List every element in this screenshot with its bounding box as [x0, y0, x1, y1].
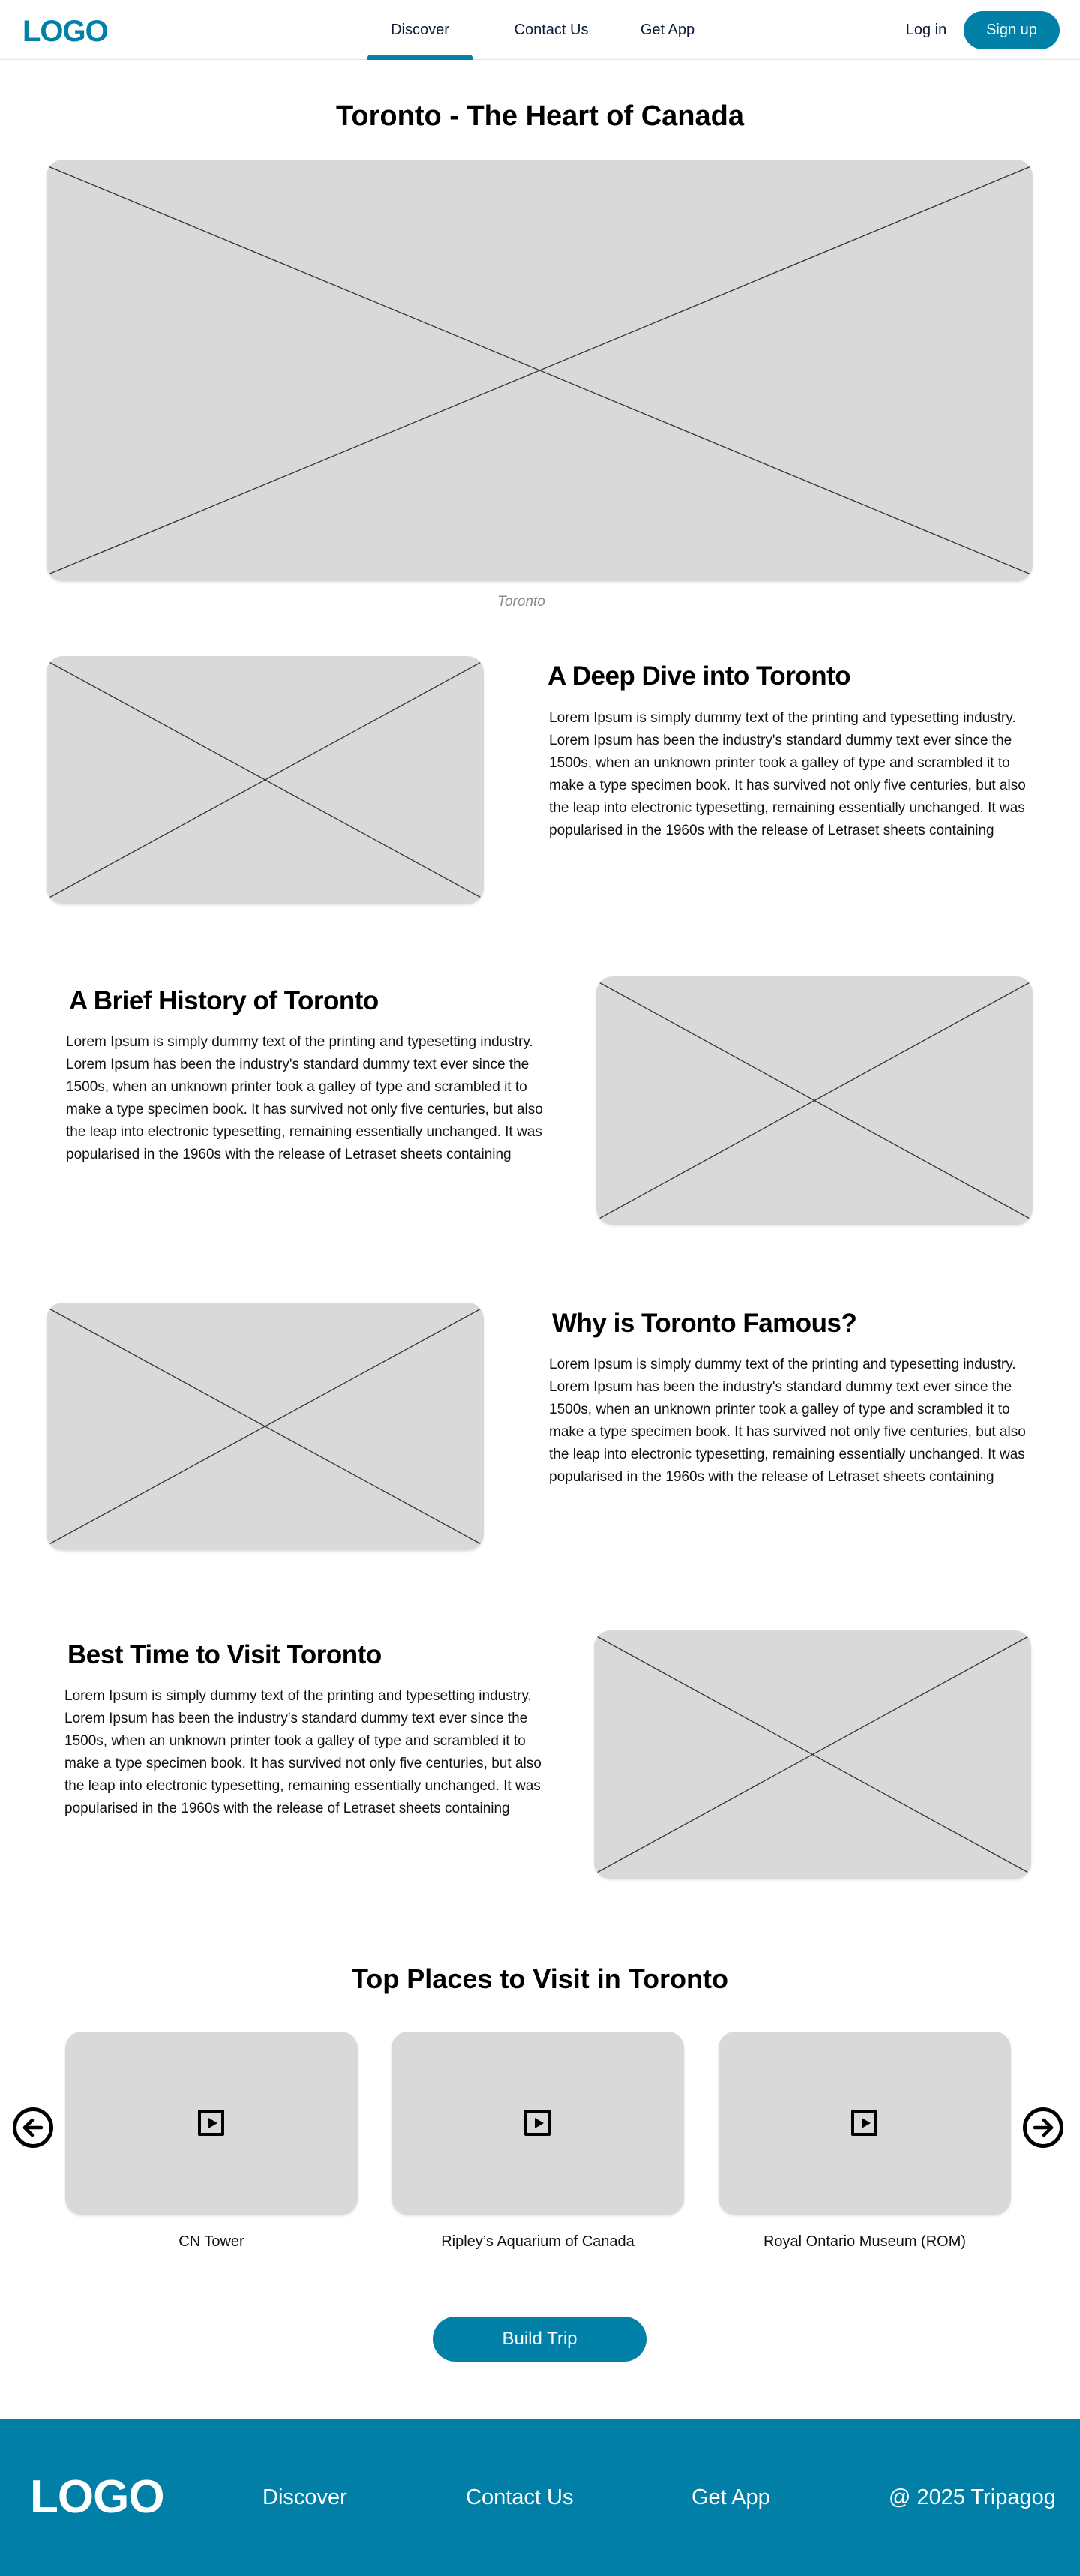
place-card-label[interactable]: Ripley’s Aquarium of Canada [441, 2233, 634, 2250]
footer-copyright: @ 2025 Tripagog [889, 2485, 1056, 2509]
footer-logo[interactable]: LOGO [30, 2471, 164, 2523]
login-link[interactable]: Log in [905, 21, 947, 38]
arrow-left-icon [16, 2111, 50, 2144]
build-trip-button[interactable]: Build Trip [433, 2317, 646, 2362]
section-heading: A Brief History of Toronto [69, 986, 379, 1015]
carousel-next-button[interactable] [1023, 2107, 1064, 2148]
image-placeholder-cross-icon [594, 1630, 1031, 1879]
section-heading: Why is Toronto Famous? [552, 1309, 857, 1338]
nav-links [368, 0, 716, 60]
hero-image-placeholder [46, 160, 1033, 581]
play-icon[interactable] [198, 2110, 224, 2136]
image-placeholder-cross-icon [46, 160, 1033, 581]
top-nav [0, 0, 1080, 60]
section-paragraph: Lorem Ipsum is simply dummy text of the printing and typesetting industry. Lorem Ipsum has been the industry's standard dummy text ever since the 1500s, when an unknown printer took a galley of type and scrambled it to make a type specimen book. It has survived not only five centuries, but also the leap into electronic typesetting, remaining essentially unchanged. It was popularised in the 1960s with the release of Letraset sheets containing [549, 1357, 1026, 1485]
section-image-placeholder [46, 1303, 484, 1550]
section-image-placeholder [594, 1630, 1031, 1879]
nav-link-get-app[interactable]: Get App [640, 21, 695, 38]
image-placeholder-cross-icon [596, 976, 1033, 1225]
footer-link-contact-us[interactable]: Contact Us [466, 2485, 574, 2509]
section-paragraph: Lorem Ipsum is simply dummy text of the printing and typesetting industry. Lorem Ipsum has been the industry's standard dummy text ever since the 1500s, when an unknown printer took a galley of type and scrambled it to make a type specimen book. It has survived not only five centuries, but also the leap into electronic typesetting, remaining essentially unchanged. It was popularised in the 1960s with the release of Letraset sheets containing [64, 1688, 542, 1816]
nav-link-contact-us[interactable]: Contact Us [514, 21, 589, 38]
footer-link-get-app[interactable]: Get App [692, 2485, 770, 2509]
section-paragraph: Lorem Ipsum is simply dummy text of the printing and typesetting industry. Lorem Ipsum has been the industry's standard dummy text ever since the 1500s, when an unknown printer took a galley of type and scrambled it to make a type specimen book. It has survived not only five centuries, but also the leap into electronic typesetting, remaining essentially unchanged. It was popularised in the 1960s with the release of Letraset sheets containing [549, 710, 1026, 838]
section-image-placeholder [46, 656, 484, 904]
section-paragraph: Lorem Ipsum is simply dummy text of the printing and typesetting industry. Lorem Ipsum has been the industry's standard dummy text ever since the 1500s, when an unknown printer took a galley of type and scrambled it to make a type specimen book. It has survived not only five centuries, but also the leap into electronic typesetting, remaining essentially unchanged. It was popularised in the 1960s with the release of Letraset sheets containing [66, 1034, 543, 1162]
play-icon[interactable] [851, 2110, 878, 2136]
places-title: Top Places to Visit in Toronto [351, 1963, 729, 1994]
section-image-placeholder [596, 976, 1033, 1225]
logo[interactable]: LOGO [22, 15, 108, 48]
signup-button[interactable]: Sign up [964, 11, 1060, 49]
carousel-prev-button[interactable] [13, 2107, 53, 2148]
section-heading: Best Time to Visit Toronto [68, 1640, 382, 1669]
nav-link-discover[interactable]: Discover [368, 0, 472, 60]
footer-link-discover[interactable]: Discover [262, 2485, 347, 2509]
section-heading: A Deep Dive into Toronto [548, 661, 851, 691]
page-title: Toronto - The Heart of Canada [336, 100, 744, 132]
image-placeholder-cross-icon [46, 1303, 484, 1550]
place-card-rom[interactable] [718, 2032, 1011, 2215]
arrow-right-icon [1027, 2111, 1060, 2144]
place-card-label[interactable]: Royal Ontario Museum (ROM) [763, 2233, 967, 2250]
place-card-cn-tower[interactable] [65, 2032, 358, 2215]
place-card-label[interactable]: CN Tower [178, 2233, 244, 2250]
footer [0, 2419, 1080, 2576]
hero-image-caption: Toronto [497, 594, 545, 610]
image-placeholder-cross-icon [46, 656, 484, 904]
play-icon[interactable] [524, 2110, 550, 2136]
place-card-ripleys-aquarium[interactable] [392, 2032, 684, 2215]
